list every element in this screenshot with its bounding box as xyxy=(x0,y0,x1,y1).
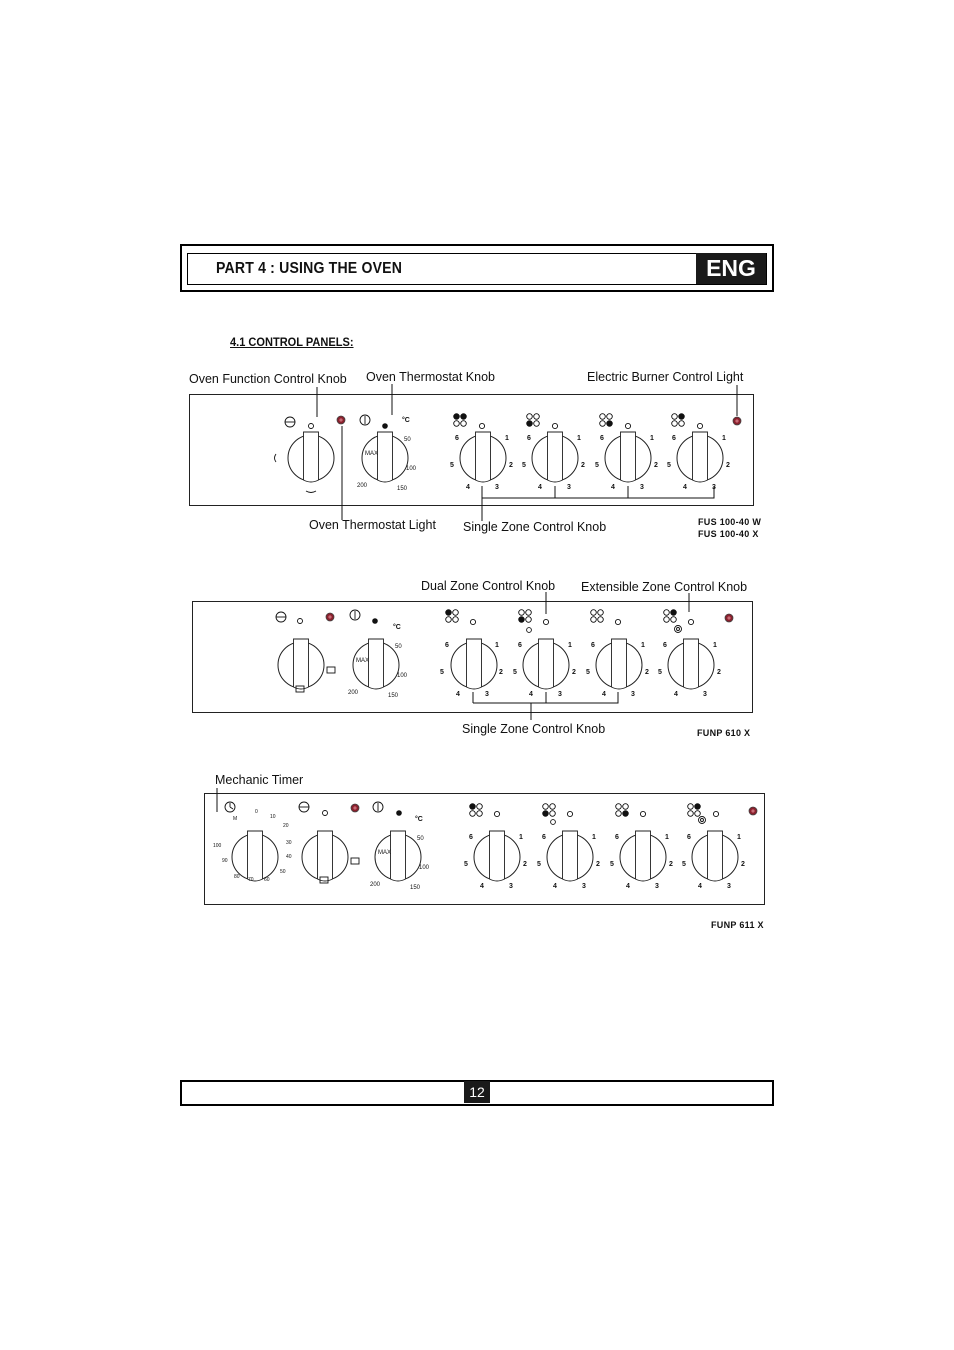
callout-oven-thermostat-light: Oven Thermostat Light xyxy=(309,518,436,532)
oven-function-knob[interactable] xyxy=(278,639,324,689)
dial-label: 3 xyxy=(582,883,586,890)
language-badge: ENG xyxy=(696,253,766,284)
callout-oven-function-knob: Oven Function Control Knob xyxy=(189,372,347,386)
oven-thermostat-light xyxy=(337,416,345,424)
timer-dial-label: 50 xyxy=(280,869,286,875)
dial-label: 5 xyxy=(440,669,444,676)
dial-label: 3 xyxy=(712,484,716,491)
timer-dial-label: 20 xyxy=(283,823,289,829)
dial-label: 5 xyxy=(537,861,541,868)
timer-dial-label: 100 xyxy=(213,843,222,849)
thermostat-dial-label: 100 xyxy=(419,865,430,871)
thermostat-dial-label: 200 xyxy=(370,882,381,888)
page-number: 12 xyxy=(464,1081,490,1103)
dial-label: 6 xyxy=(663,642,667,649)
hob-control-knob[interactable] xyxy=(692,831,738,881)
thermostat-dial-label: 50 xyxy=(417,836,424,842)
dial-label: 4 xyxy=(698,883,702,890)
celsius-label: °C xyxy=(393,624,401,631)
callout-extensible-zone-knob: Extensible Zone Control Knob xyxy=(581,580,748,594)
dial-label: 4 xyxy=(602,691,606,698)
oven-thermostat-light xyxy=(351,804,359,812)
dial-label: 4 xyxy=(683,484,687,491)
hob-control-knob[interactable] xyxy=(547,831,593,881)
dial-label: 6 xyxy=(615,834,619,841)
dial-label: 1 xyxy=(519,834,523,841)
dial-label: 6 xyxy=(469,834,473,841)
dial-label: 6 xyxy=(600,435,604,442)
dial-label: 5 xyxy=(450,462,454,469)
dial-label: 5 xyxy=(658,669,662,676)
dial-label: 2 xyxy=(669,861,673,868)
dial-label: 2 xyxy=(499,669,503,676)
hob-control-knob[interactable] xyxy=(474,831,520,881)
hob-control-knob[interactable] xyxy=(596,639,642,689)
model-code: FUS 100-40 W xyxy=(698,517,762,527)
dial-label: 6 xyxy=(672,435,676,442)
dial-label: 2 xyxy=(509,462,513,469)
dial-label: 3 xyxy=(727,883,731,890)
dial-label: 6 xyxy=(455,435,459,442)
dial-label: 2 xyxy=(645,669,649,676)
dial-label: 1 xyxy=(722,435,726,442)
dial-label: 2 xyxy=(654,462,658,469)
hob-control-knob[interactable] xyxy=(620,831,666,881)
celsius-label: °C xyxy=(402,417,410,424)
dial-label: 5 xyxy=(586,669,590,676)
dial-label: 6 xyxy=(687,834,691,841)
thermostat-dial-label: 150 xyxy=(397,486,408,492)
dial-label: 5 xyxy=(522,462,526,469)
dial-label: 5 xyxy=(610,861,614,868)
dial-label: 5 xyxy=(667,462,671,469)
thermostat-dial-label: 200 xyxy=(357,483,368,489)
dial-label: 4 xyxy=(626,883,630,890)
dial-label: 3 xyxy=(485,691,489,698)
dial-label: 6 xyxy=(445,642,449,649)
dial-label: 3 xyxy=(558,691,562,698)
oven-thermostat-knob[interactable] xyxy=(353,639,399,689)
dial-label: 2 xyxy=(596,861,600,868)
hob-control-knob[interactable] xyxy=(677,432,723,482)
dial-label: 3 xyxy=(703,691,707,698)
model-code: FUS 100-40 X xyxy=(698,529,759,539)
timer-dial-label: M xyxy=(233,816,238,822)
timer-dial-label: 30 xyxy=(286,840,292,846)
timer-dial-label: 70 xyxy=(248,877,254,883)
dial-label: 6 xyxy=(518,642,522,649)
thermostat-dial-label: 150 xyxy=(410,885,421,891)
dial-label: 2 xyxy=(581,462,585,469)
section-title: 4.1 CONTROL PANELS: xyxy=(230,335,354,349)
model-code: FUNP 611 X xyxy=(711,920,764,930)
dial-label: 1 xyxy=(641,642,645,649)
dial-label: 5 xyxy=(595,462,599,469)
oven-thermostat-knob[interactable] xyxy=(362,432,408,482)
dial-label: 4 xyxy=(456,691,460,698)
thermostat-dial-label: 100 xyxy=(406,466,417,472)
oven-thermostat-knob[interactable] xyxy=(375,831,421,881)
dial-label: 1 xyxy=(568,642,572,649)
dial-label: 4 xyxy=(466,484,470,491)
dial-label: 5 xyxy=(464,861,468,868)
callout-single-zone-knob: Single Zone Control Knob xyxy=(463,520,607,534)
thermostat-dial-label: 50 xyxy=(395,644,402,650)
electric-burner-light xyxy=(725,614,733,622)
dial-label: 6 xyxy=(542,834,546,841)
timer-dial-label: 60 xyxy=(264,877,270,883)
dial-label: 1 xyxy=(713,642,717,649)
hob-zone-icon xyxy=(591,610,604,623)
thermostat-dial-label: MAX xyxy=(378,850,392,856)
dial-label: 4 xyxy=(480,883,484,890)
hob-control-knob[interactable] xyxy=(451,639,497,689)
timer-dial-label: 10 xyxy=(270,814,276,820)
dial-label: 1 xyxy=(495,642,499,649)
dial-label: 5 xyxy=(513,669,517,676)
dial-label: 1 xyxy=(737,834,741,841)
dial-label: 2 xyxy=(741,861,745,868)
callout-oven-thermostat-knob: Oven Thermostat Knob xyxy=(366,370,496,384)
model-code: FUNP 610 X xyxy=(697,728,751,738)
dial-label: 4 xyxy=(674,691,678,698)
dial-label: 1 xyxy=(650,435,654,442)
celsius-label: °C xyxy=(415,816,423,823)
timer-dial-label: 0 xyxy=(255,809,258,815)
dial-label: 6 xyxy=(591,642,595,649)
thermostat-dial-label: MAX xyxy=(365,451,379,457)
hob-control-knob[interactable] xyxy=(460,432,506,482)
dial-label: 4 xyxy=(611,484,615,491)
dial-label: 1 xyxy=(577,435,581,442)
dial-label: 1 xyxy=(592,834,596,841)
dial-label: 3 xyxy=(567,484,571,491)
page-title: PART 4 : USING THE OVEN xyxy=(216,260,403,277)
oven-thermostat-light xyxy=(326,613,334,621)
thermostat-dial-label: 100 xyxy=(397,673,408,679)
dial-label: 4 xyxy=(529,691,533,698)
hob-control-knob[interactable] xyxy=(523,639,569,689)
timer-dial-label: 40 xyxy=(286,854,292,860)
timer-dial-label: 90 xyxy=(222,858,228,864)
dial-label: 4 xyxy=(553,883,557,890)
dial-label: 3 xyxy=(495,484,499,491)
callout-dual-zone-knob: Dual Zone Control Knob xyxy=(421,579,556,593)
dial-label: 1 xyxy=(665,834,669,841)
dial-label: 2 xyxy=(572,669,576,676)
electric-burner-light xyxy=(749,807,757,815)
callout-single-zone-knob: Single Zone Control Knob xyxy=(462,722,606,736)
dial-label: 2 xyxy=(523,861,527,868)
dial-label: 5 xyxy=(682,861,686,868)
electric-burner-light xyxy=(733,417,741,425)
thermostat-dial-label: 50 xyxy=(404,437,411,443)
thermostat-dial-label: 200 xyxy=(348,690,359,696)
dial-label: 2 xyxy=(717,669,721,676)
dial-label: 2 xyxy=(726,462,730,469)
dial-label: 4 xyxy=(538,484,542,491)
dial-label: 1 xyxy=(505,435,509,442)
callout-mechanic-timer: Mechanic Timer xyxy=(215,773,304,787)
thermostat-dial-label: 150 xyxy=(388,693,399,699)
callout-electric-burner-light: Electric Burner Control Light xyxy=(587,370,744,384)
hob-control-knob[interactable] xyxy=(532,432,578,482)
oven-function-knob[interactable] xyxy=(288,432,334,482)
dial-label: 3 xyxy=(640,484,644,491)
dial-label: 3 xyxy=(655,883,659,890)
dial-label: 3 xyxy=(509,883,513,890)
thermostat-dial-label: MAX xyxy=(356,658,370,664)
dial-label: 6 xyxy=(527,435,531,442)
dial-label: 3 xyxy=(631,691,635,698)
hob-control-knob[interactable] xyxy=(605,432,651,482)
hob-control-knob[interactable] xyxy=(668,639,714,689)
timer-dial-label: 80 xyxy=(234,874,240,880)
oven-function-knob[interactable] xyxy=(302,831,348,881)
